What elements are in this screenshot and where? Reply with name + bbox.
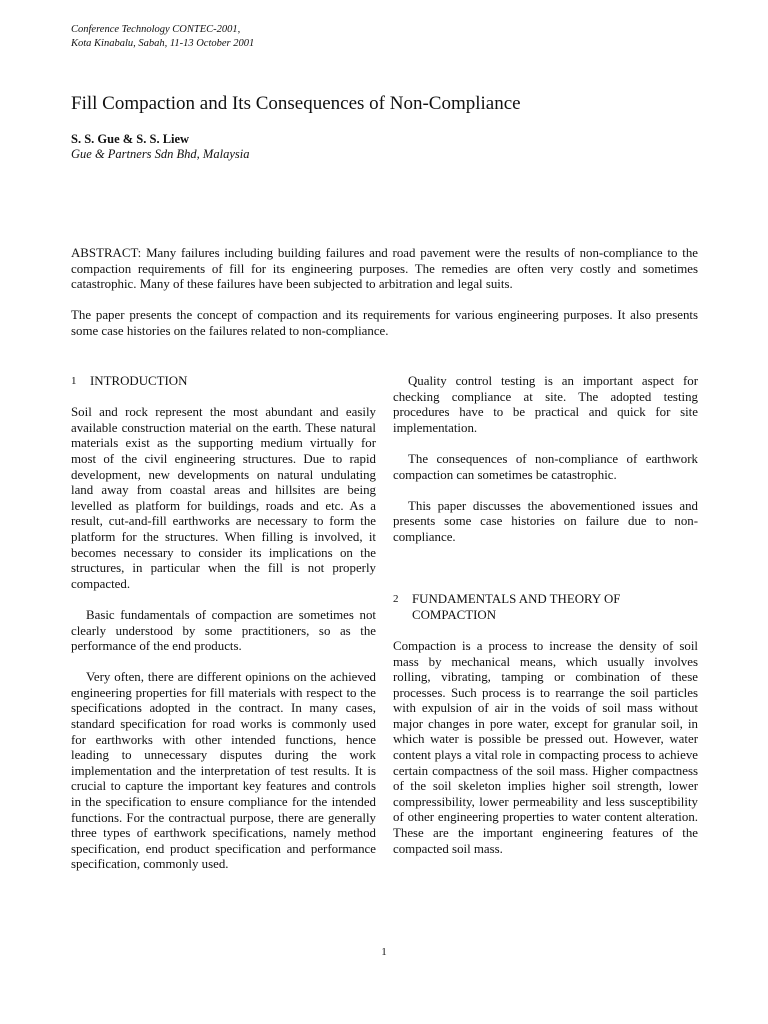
section-1-number: 1 — [71, 375, 77, 387]
abstract — [71, 246, 698, 340]
intro-paragraph-2: Basic fundamentals of compaction are sometimes not clearly understood by some practitioners, so as the performance of the end products. — [71, 607, 376, 654]
section-2-number: 2 — [393, 593, 399, 606]
paper-authors: S. S. Gue & S. S. Liew — [71, 132, 190, 146]
abstract-paragraph-2: The paper presents the concept of compaction and its requirements for various engineering purposes. It also presents some case histories on the failures related to non-compliance. — [71, 308, 698, 338]
conference-line-2: Kota Kinabalu, Sabah, 11-13 October 2001 — [71, 38, 255, 49]
section-1-heading — [71, 374, 376, 390]
left-column — [71, 374, 376, 889]
author-affiliation: Gue & Partners Sdn Bhd, Malaysia — [71, 147, 250, 161]
conference-line-1: Conference Technology CONTEC-2001, — [71, 24, 241, 35]
intro-paragraph-5: The consequences of non-compliance of earthwork compaction can sometimes be catastrophic. — [393, 451, 698, 482]
section-2-heading — [393, 592, 698, 623]
intro-paragraph-1: Soil and rock represent the most abundant and easily available construction material on the earth. These natural materials exist as the supporting medium virtually for most of the civil engineering structures. Due to rapid development, new developments on natural undulating land away from coastal areas and hillsites are being levelled as platform for buildings, roads and etc. As a result, cut-and-fill earthworks are necessary to form the platform for the structures. When filling is involved, it becomes necessary to consider its implications on the structures, in particular when the fill is not properly compacted. — [71, 405, 376, 591]
paper-title: Fill Compaction and Its Consequences of Non-Compliance — [71, 93, 521, 114]
conference-header — [71, 23, 254, 51]
right-column — [393, 374, 698, 873]
section-spacer — [393, 561, 698, 592]
intro-paragraph-6: This paper discusses the abovementioned issues and presents some case histories on failure due to non-compliance. — [393, 498, 698, 544]
page-number: 1 — [381, 946, 387, 958]
intro-paragraph-4: Quality control testing is an important aspect for checking compliance at site. The adopted testing procedures have to be practical and quick for site implementation. — [393, 374, 698, 435]
section-1-title: INTRODUCTION — [90, 374, 188, 388]
abstract-paragraph-1: ABSTRACT: Many failures including building failures and road pavement were the results of non-compliance to the compaction requirements of fill for its engineering purposes. The remedies are often very costly and sometimes catastrophic. Many of these failures have been subjected to arbitration and legal suits. — [71, 246, 698, 292]
intro-paragraph-3: Very often, there are different opinions on the achieved engineering properties for fill materials with respect to the specifications adopted in the contract. In many cases, standard specification for road works is commonly used for earthworks with other intended functions, hence leading to unnecessary disputes during the work implementation and the interpretation of test results. It is crucial to capture the important key features and controls in the specification to ensure compliance for the intended functions. For the contractual purpose, there are generally three types of earthwork specifications, namely method specification, end product specification and performance specification, commonly used. — [71, 670, 376, 872]
fundamentals-paragraph-1: Compaction is a process to increase the density of soil mass by mechanical means, which usually involves rolling, vibrating, tamping or combination of these processes. Such process is to rearrange the soil particles with expulsion of air in the voids of soil mass without major changes in pore water, except for granular soil, in which water is possible be pressed out. However, water content plays a vital role in compacting process to achieve certain compactness of the soil mass. Higher compactness of the soil skeleton implies higher soil strength, lower compressibility, lower permeability and less susceptibility of other engineering properties to water content alteration. These are the important engineering features of the compacted soil mass. — [393, 638, 698, 856]
section-2-title: FUNDAMENTALS AND THEORY OF COMPACTION — [412, 592, 621, 622]
